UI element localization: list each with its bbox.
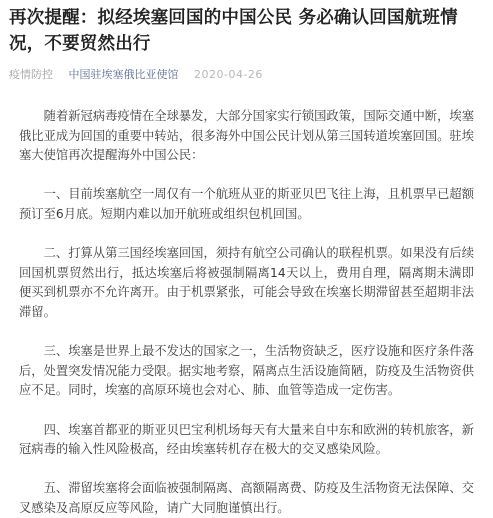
article-meta [9, 66, 484, 84]
article-title: 再次提醒：拟经埃塞回国的中国公民 务必确认回国航班情况，不要贸然出行 [9, 8, 458, 54]
point-paragraph-1: 一、目前埃塞航空一周仅有一个航班从亚的斯亚贝巴飞往上海，且机票早已超额预订至6月底。短期内难以加开航班或组织包机回国。 [19, 187, 474, 221]
account-name-link[interactable]: 中国驻埃塞俄比亚使馆 [68, 68, 179, 81]
point-paragraph-4: 四、埃塞首都亚的斯亚贝巴宝利机场每天有大量来自中东和欧洲的转机旅客，新冠病毒的输入性风险极高，经由埃塞转机存在极大的交叉感染风险。 [19, 422, 474, 457]
article-category: 疫情防控 [9, 68, 53, 81]
point-paragraph-5: 五、滞留埃塞将会面临被强制隔离、高额隔离费、防疫及生活物资无法保障、交叉感染及高原反应等风险，请广大同胞谨慎出行。 [19, 481, 474, 515]
article-body [9, 107, 484, 518]
publish-date: 2020-04-26 [194, 68, 263, 81]
intro-paragraph: 随着新冠病毒疫情在全球暴发，大部分国家实行锁国政策，国际交通中断，埃塞俄比亚成为回国的重要中转站，很多海外中国公民计划从第三国转道埃塞回国。驻埃塞大使馆再次提醒海外中国公民： [19, 109, 474, 163]
point-paragraph-2: 二、打算从第三国经埃塞回国，须持有航空公司确认的联程机票。如果没有后续回国机票贸然出行，抵达埃塞后将被强制隔离14天以上，费用自理，隔离期未满即便买到机票亦不允许离开。由于机票紧张，可能会导致在埃塞长期滞留甚至超期非法滞留。 [19, 246, 474, 319]
point-paragraph-3: 三、埃塞是世界上最不发达的国家之一，生活物资缺乏，医疗设施和医疗条件落后，处置突发情况能力受限。据实地考察，隔离点生活设施简陋，防疫及生活物资供应不足。同时，埃塞的高原环境也会对心、肺、血管等造成一定伤害。 [19, 344, 474, 398]
